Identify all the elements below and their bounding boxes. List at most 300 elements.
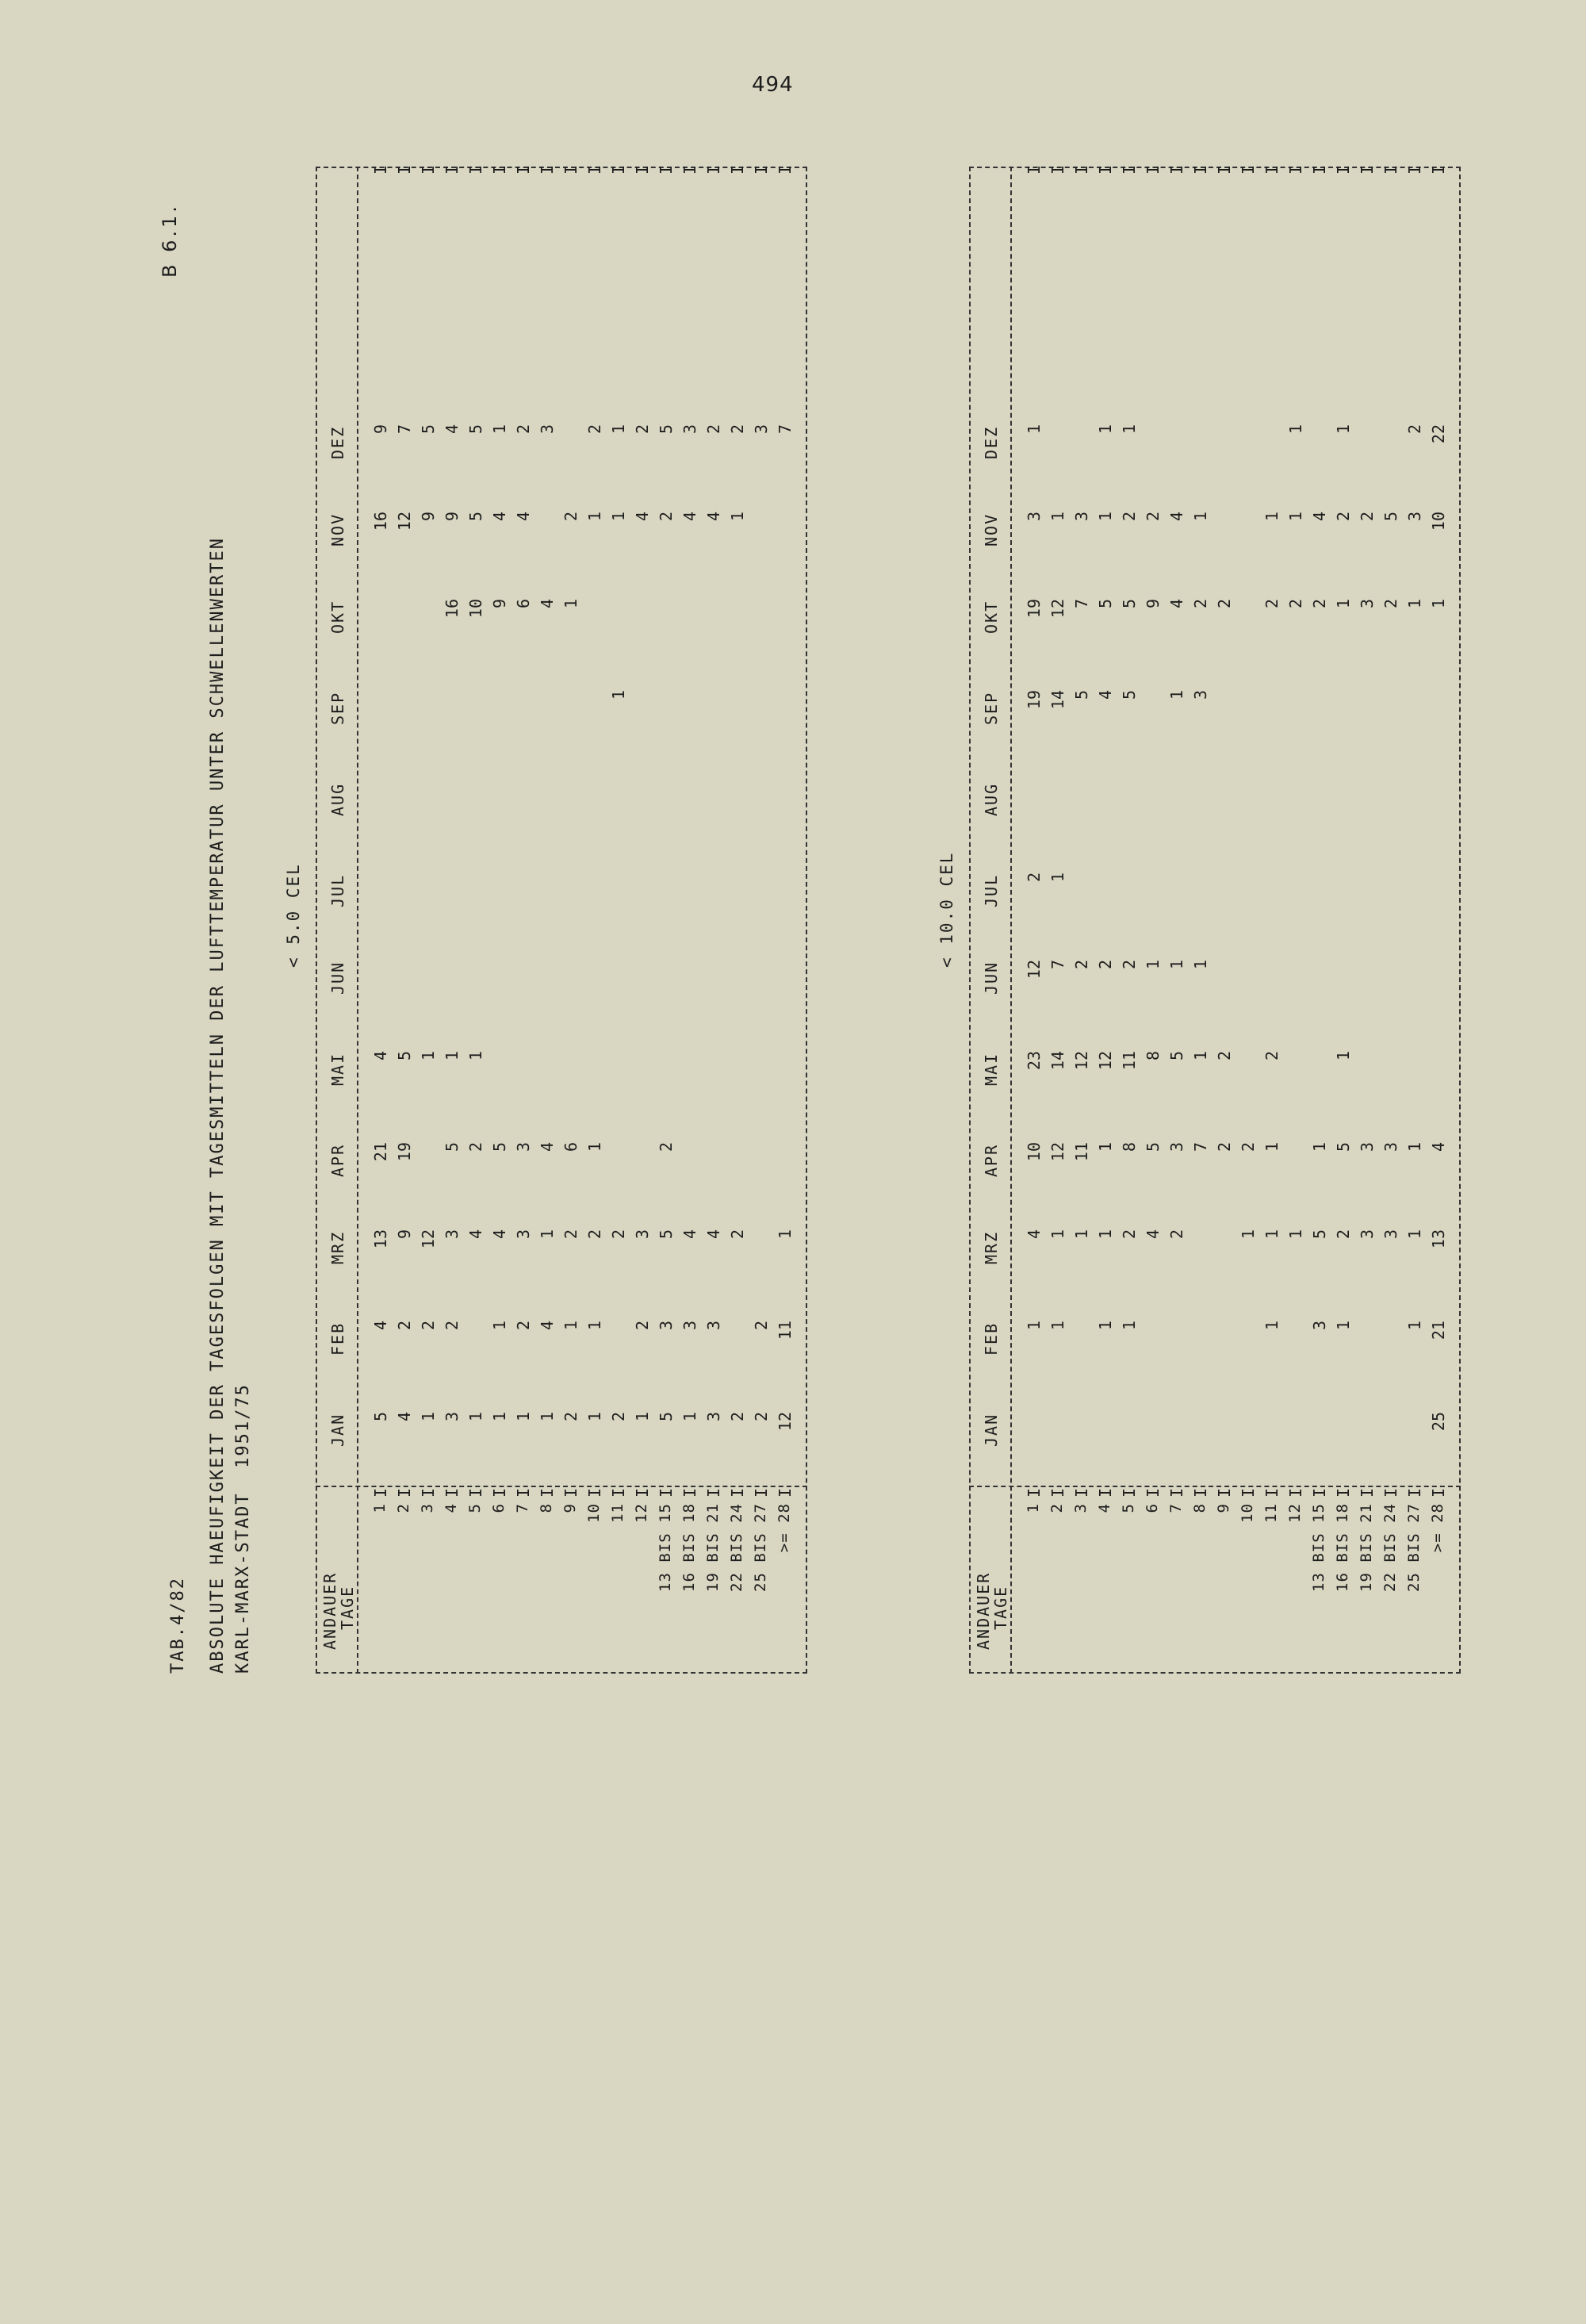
month-header: JAN <box>328 1413 347 1447</box>
table-reference: B 6.1. <box>159 203 181 278</box>
i-separator: I <box>776 164 795 174</box>
table-cell: 2 <box>585 424 604 435</box>
table-cell: 1 <box>1286 424 1305 435</box>
table-cell: 7 <box>395 424 414 435</box>
table-cell: 4 <box>680 512 699 522</box>
table-cell: 2 <box>704 424 723 435</box>
table-cell: 1 <box>1048 872 1067 883</box>
table-cell: 5 <box>657 424 676 435</box>
table-cell: 2 <box>1096 960 1115 970</box>
table-cell: 7 <box>776 424 795 435</box>
table-cell: 1 <box>490 424 509 435</box>
table-cell: 4 <box>490 512 509 522</box>
table-cell: 3 <box>1381 1229 1400 1240</box>
i-separator: I <box>728 1487 747 1498</box>
table-cell: 3 <box>442 1229 462 1240</box>
table-cell: 1 <box>1262 1142 1281 1152</box>
row-label: 7 <box>514 1503 531 1513</box>
column-separator <box>316 1486 807 1487</box>
table-cell: 4 <box>395 1412 414 1422</box>
row-label: 8 <box>538 1503 555 1513</box>
i-separator: I <box>1167 1487 1186 1498</box>
table-cell: 1 <box>1405 599 1424 609</box>
i-separator: I <box>1429 1487 1448 1498</box>
i-separator: I <box>609 1487 628 1498</box>
i-separator: I <box>585 164 604 174</box>
table-cell: 4 <box>1144 1229 1163 1240</box>
table-cell: 2 <box>752 1321 771 1331</box>
table-cell: 2 <box>1215 1142 1234 1152</box>
table-cell: 19 <box>1025 599 1044 619</box>
table-cell: 5 <box>1072 690 1091 700</box>
table-cell: 22 <box>1429 424 1448 444</box>
table-cell: 1 <box>1048 512 1067 522</box>
table-cell: 9 <box>490 599 509 609</box>
month-header: OKT <box>982 600 1001 634</box>
table-cell: 12 <box>1096 1051 1115 1071</box>
i-separator: I <box>1025 164 1044 174</box>
table-cell: 1 <box>1072 1229 1091 1240</box>
i-separator: I <box>1120 1487 1139 1498</box>
table-cell: 1 <box>1120 1321 1139 1331</box>
i-separator: I <box>419 164 438 174</box>
table-cell: 1 <box>1167 690 1186 700</box>
table-cell: 7 <box>1191 1142 1210 1152</box>
table-cell: 10 <box>466 599 485 619</box>
table-cell: 2 <box>1215 1051 1234 1061</box>
month-header: JUL <box>982 873 1001 907</box>
rotated-page-content <box>159 127 1459 1674</box>
table-cell: 1 <box>1262 512 1281 522</box>
table-cell: 1 <box>1144 960 1163 970</box>
table-cell: 2 <box>1239 1142 1258 1152</box>
table-cell: 4 <box>680 1229 699 1240</box>
i-separator: I <box>728 164 747 174</box>
table-cell: 1 <box>538 1412 557 1422</box>
table-cell: 1 <box>490 1412 509 1422</box>
table-cell: 1 <box>419 1051 438 1061</box>
table-cell: 3 <box>752 424 771 435</box>
table-cell: 1 <box>490 1321 509 1331</box>
table-cell: 12 <box>1025 960 1044 980</box>
table-cell: 1 <box>1286 512 1305 522</box>
table-cell: 19 <box>395 1142 414 1162</box>
i-separator: I <box>419 1487 438 1498</box>
table-cell: 2 <box>609 1229 628 1240</box>
i-separator: I <box>442 164 462 174</box>
month-header: APR <box>982 1143 1001 1177</box>
table-cell: 2 <box>514 424 533 435</box>
table-cell: 1 <box>1048 1229 1067 1240</box>
table-cell: 9 <box>395 1229 414 1240</box>
table-cell: 2 <box>1262 599 1281 609</box>
table-cell: 3 <box>1167 1142 1186 1152</box>
row-label: 5 <box>1120 1503 1137 1513</box>
month-header: JUN <box>328 961 347 995</box>
i-separator: I <box>1381 1487 1400 1498</box>
table-cell: 9 <box>442 512 462 522</box>
header-separator <box>357 167 358 1674</box>
month-header: FEB <box>982 1321 1001 1356</box>
table-cell: 2 <box>561 1412 580 1422</box>
table-cell: 1 <box>1334 599 1353 609</box>
row-label: 11 <box>609 1503 626 1523</box>
table-cell: 1 <box>680 1412 699 1422</box>
month-header: SEP <box>982 691 1001 725</box>
table-cell: 12 <box>1048 599 1067 619</box>
table-cell: 9 <box>419 512 438 522</box>
row-label: 13 BIS 15 <box>1310 1503 1327 1592</box>
table-cell: 2 <box>1286 599 1305 609</box>
row-label: 22 BIS 24 <box>1381 1503 1399 1592</box>
table-cell: 2 <box>633 424 652 435</box>
table-cell: 2 <box>633 1321 652 1331</box>
i-separator: I <box>1262 1487 1281 1498</box>
month-header: JUL <box>328 873 347 907</box>
table-cell: 5 <box>657 1229 676 1240</box>
table-cell: 25 <box>1429 1412 1448 1432</box>
row-label: >= 28 <box>776 1503 793 1553</box>
table-cell: 1 <box>1429 599 1448 609</box>
table-cell: 1 <box>1405 1142 1424 1152</box>
table-cell: 1 <box>1167 960 1186 970</box>
i-separator: I <box>490 164 509 174</box>
table-cell: 5 <box>1120 690 1139 700</box>
row-label: 22 BIS 24 <box>728 1503 745 1592</box>
table-border <box>316 164 807 1674</box>
table-cell: 1 <box>1048 1321 1067 1331</box>
table-cell: 4 <box>704 1229 723 1240</box>
table-cell: 7 <box>1048 960 1067 970</box>
month-header: APR <box>328 1143 347 1177</box>
row-label: 7 <box>1167 1503 1185 1513</box>
page-number: 494 <box>752 73 794 97</box>
i-separator: I <box>585 1487 604 1498</box>
table-cell: 1 <box>609 424 628 435</box>
table-cell: 2 <box>1310 599 1329 609</box>
table-cell: 4 <box>538 599 557 609</box>
month-header: MRZ <box>328 1230 347 1264</box>
i-separator: I <box>1144 164 1163 174</box>
table-cell: 2 <box>1405 424 1424 435</box>
i-separator: I <box>538 164 557 174</box>
table-cell: 2 <box>1334 512 1353 522</box>
row-label: 6 <box>1144 1503 1161 1513</box>
table-cell: 1 <box>1405 1229 1424 1240</box>
table-cell: 1 <box>1191 960 1210 970</box>
i-separator: I <box>442 1487 462 1498</box>
table-cell: 8 <box>1144 1051 1163 1061</box>
table-cell: 1 <box>1025 424 1044 435</box>
table-cell: 2 <box>1262 1051 1281 1061</box>
i-separator: I <box>1215 164 1234 174</box>
row-label: 1 <box>1025 1503 1042 1513</box>
table-cell: 4 <box>1025 1229 1044 1240</box>
month-header: AUG <box>328 782 347 816</box>
i-separator: I <box>490 1487 509 1498</box>
table-cell: 1 <box>1334 424 1353 435</box>
table-cell: 2 <box>1072 960 1091 970</box>
row-header-tage: TAGE <box>991 1585 1010 1630</box>
table-cell: 1 <box>1120 424 1139 435</box>
table-border <box>969 164 1461 1674</box>
table-cell: 1 <box>1096 512 1115 522</box>
i-separator: I <box>1310 1487 1329 1498</box>
table-cell: 1 <box>609 512 628 522</box>
table-cell: 1 <box>1334 1321 1353 1331</box>
table-cell: 7 <box>1072 599 1091 609</box>
i-separator: I <box>1405 164 1424 174</box>
table-cell: 16 <box>371 512 390 531</box>
row-label: 11 <box>1262 1503 1280 1523</box>
table-cell: 2 <box>752 1412 771 1422</box>
row-label: 13 BIS 15 <box>657 1503 674 1592</box>
i-separator: I <box>680 164 699 174</box>
table-cell: 3 <box>1072 512 1091 522</box>
month-header: JUN <box>982 961 1001 995</box>
table-cell: 23 <box>1025 1051 1044 1071</box>
table-cell: 5 <box>371 1412 390 1422</box>
table-cell: 21 <box>371 1142 390 1162</box>
i-separator: I <box>1358 164 1377 174</box>
i-separator: I <box>538 1487 557 1498</box>
i-separator: I <box>1048 164 1067 174</box>
row-label: 10 <box>585 1503 603 1523</box>
i-separator: I <box>704 1487 723 1498</box>
month-header: FEB <box>328 1321 347 1356</box>
table-cell: 14 <box>1048 690 1067 710</box>
i-separator: I <box>1405 1487 1424 1498</box>
table-cell: 1 <box>466 1412 485 1422</box>
i-separator: I <box>561 1487 580 1498</box>
table-cell: 11 <box>1072 1142 1091 1162</box>
month-header: NOV <box>982 512 1001 546</box>
table-cell: 1 <box>1191 512 1210 522</box>
table-cell: 2 <box>728 1229 747 1240</box>
i-separator: I <box>514 164 533 174</box>
table-cell: 1 <box>776 1229 795 1240</box>
table-cell: 12 <box>1072 1051 1091 1071</box>
table-cell: 11 <box>776 1321 795 1340</box>
month-header: DEZ <box>982 425 1001 459</box>
table-cell: 2 <box>1191 599 1210 609</box>
i-separator: I <box>1310 164 1329 174</box>
table-cell: 19 <box>1025 690 1044 710</box>
row-label: 6 <box>490 1503 508 1513</box>
table-cell: 3 <box>442 1412 462 1422</box>
table-cell: 2 <box>657 1142 676 1152</box>
i-separator: I <box>1381 164 1400 174</box>
table-cell: 4 <box>1429 1142 1448 1152</box>
i-separator: I <box>609 164 628 174</box>
row-label: 4 <box>1096 1503 1113 1513</box>
table-cell: 1 <box>585 1412 604 1422</box>
i-separator: I <box>1167 164 1186 174</box>
row-label: 2 <box>1048 1503 1066 1513</box>
table-cell: 4 <box>1167 599 1186 609</box>
table-cell: 1 <box>1191 1051 1210 1061</box>
table-cell: 9 <box>1144 599 1163 609</box>
row-label: 9 <box>561 1503 579 1513</box>
row-header-andauer: ANDAUER <box>320 1571 339 1650</box>
row-label: 4 <box>442 1503 460 1513</box>
table-cell: 2 <box>561 1229 580 1240</box>
table-cell: 4 <box>371 1051 390 1061</box>
table-cell: 8 <box>1120 1142 1139 1152</box>
table-cell: 2 <box>1358 512 1377 522</box>
i-separator: I <box>466 1487 485 1498</box>
table-cell: 1 <box>514 1412 533 1422</box>
table-cell: 1 <box>609 690 628 700</box>
table-cell: 5 <box>1120 599 1139 609</box>
month-header: JAN <box>982 1413 1001 1447</box>
table-cell: 3 <box>1358 1229 1377 1240</box>
table-cell: 6 <box>561 1142 580 1152</box>
i-separator: I <box>395 164 414 174</box>
row-label: 16 BIS 18 <box>680 1503 698 1592</box>
table-cell: 1 <box>1096 424 1115 435</box>
table-cell: 5 <box>1381 512 1400 522</box>
table-cell: 21 <box>1429 1321 1448 1340</box>
table-cell: 1 <box>1405 1321 1424 1331</box>
table-cell: 3 <box>633 1229 652 1240</box>
table-cell: 2 <box>419 1321 438 1331</box>
table-cell: 3 <box>1191 690 1210 700</box>
table-cell: 10 <box>1025 1142 1044 1162</box>
table-cell: 1 <box>561 599 580 609</box>
table-cell: 2 <box>728 424 747 435</box>
table-cell: 1 <box>561 1321 580 1331</box>
table-cell: 4 <box>538 1321 557 1331</box>
table-cell: 3 <box>514 1229 533 1240</box>
i-separator: I <box>1286 164 1305 174</box>
table-cell: 3 <box>657 1321 676 1331</box>
table-cell: 2 <box>395 1321 414 1331</box>
table-cell: 1 <box>1286 1229 1305 1240</box>
row-label: 8 <box>1191 1503 1209 1513</box>
table-cell: 2 <box>1215 599 1234 609</box>
table-cell: 1 <box>466 1051 485 1061</box>
i-separator: I <box>371 164 390 174</box>
table-cell: 2 <box>657 512 676 522</box>
month-header: MAI <box>328 1052 347 1086</box>
row-label: 5 <box>466 1503 484 1513</box>
i-separator: I <box>1334 1487 1353 1498</box>
i-separator: I <box>514 1487 533 1498</box>
i-separator: I <box>395 1487 414 1498</box>
table-cell: 1 <box>538 1229 557 1240</box>
row-label: 3 <box>419 1503 436 1513</box>
table-cell: 1 <box>1262 1321 1281 1331</box>
table-cell: 4 <box>1096 690 1115 700</box>
table-cell: 4 <box>1310 512 1329 522</box>
i-separator: I <box>1334 164 1353 174</box>
table-cell: 1 <box>1025 1321 1044 1331</box>
table-cell: 3 <box>680 1321 699 1331</box>
threshold-label: < 10.0 CEL <box>937 851 956 968</box>
table-cell: 1 <box>585 1321 604 1331</box>
column-separator <box>969 1486 1461 1487</box>
row-label: 12 <box>633 1503 650 1523</box>
table-cell: 3 <box>514 1142 533 1152</box>
table-cell: 1 <box>585 512 604 522</box>
i-separator: I <box>561 164 580 174</box>
table-cell: 1 <box>1096 1229 1115 1240</box>
table-cell: 12 <box>419 1229 438 1249</box>
table-cell: 4 <box>514 512 533 522</box>
table-cell: 4 <box>466 1229 485 1240</box>
table-cell: 5 <box>442 1142 462 1152</box>
i-separator: I <box>1191 1487 1210 1498</box>
table-cell: 11 <box>1120 1051 1139 1071</box>
table-cell: 13 <box>371 1229 390 1249</box>
row-header-andauer: ANDAUER <box>974 1571 993 1650</box>
row-label: 25 BIS 27 <box>1405 1503 1423 1592</box>
table-cell: 12 <box>1048 1142 1067 1162</box>
i-separator: I <box>1096 1487 1115 1498</box>
table-cell: 5 <box>419 424 438 435</box>
table-cell: 2 <box>1120 960 1139 970</box>
row-label: 16 BIS 18 <box>1334 1503 1351 1592</box>
row-label: 10 <box>1239 1503 1256 1523</box>
table-cell: 5 <box>1167 1051 1186 1061</box>
table-cell: 1 <box>1334 1051 1353 1061</box>
table-cell: 3 <box>1405 512 1424 522</box>
i-separator: I <box>1239 164 1258 174</box>
table-cell: 2 <box>561 512 580 522</box>
i-separator: I <box>657 164 676 174</box>
table-cell: 4 <box>442 424 462 435</box>
table-cell: 4 <box>633 512 652 522</box>
table-cell: 2 <box>466 1142 485 1152</box>
table-cell: 3 <box>1358 1142 1377 1152</box>
table-cell: 2 <box>609 1412 628 1422</box>
table-cell: 1 <box>419 1412 438 1422</box>
table-cell: 1 <box>1262 1229 1281 1240</box>
table-cell: 5 <box>395 1051 414 1061</box>
table-cell: 2 <box>442 1321 462 1331</box>
i-separator: I <box>1239 1487 1258 1498</box>
table-cell: 5 <box>466 424 485 435</box>
table-cell: 12 <box>776 1412 795 1432</box>
table-cell: 5 <box>466 512 485 522</box>
i-separator: I <box>1429 164 1448 174</box>
i-separator: I <box>704 164 723 174</box>
table-cell: 2 <box>1025 872 1044 883</box>
table-cell: 4 <box>704 512 723 522</box>
table-cell: 1 <box>585 1142 604 1152</box>
table-id: TAB.4/82 <box>168 1577 188 1674</box>
table-cell: 2 <box>1120 512 1139 522</box>
table-cell: 3 <box>1025 512 1044 522</box>
i-separator: I <box>633 164 652 174</box>
table-cell: 2 <box>1381 599 1400 609</box>
row-label: 3 <box>1072 1503 1090 1513</box>
table-cell: 1 <box>1239 1229 1258 1240</box>
row-label: 9 <box>1215 1503 1232 1513</box>
row-label: 19 BIS 21 <box>1358 1503 1375 1592</box>
i-separator: I <box>1191 164 1210 174</box>
table-title: ABSOLUTE HAEUFIGKEIT DER TAGESFOLGEN MIT TAGESMITTELN DER LUFTTEMPERATUR UNTER SCHWELLENWERTEN <box>208 536 228 1674</box>
i-separator: I <box>1286 1487 1305 1498</box>
table-cell: 5 <box>1310 1229 1329 1240</box>
header-separator <box>1010 167 1012 1674</box>
i-separator: I <box>1025 1487 1044 1498</box>
row-label: 25 BIS 27 <box>752 1503 769 1592</box>
table-cell: 2 <box>514 1321 533 1331</box>
table-cell: 5 <box>1144 1142 1163 1152</box>
i-separator: I <box>776 1487 795 1498</box>
